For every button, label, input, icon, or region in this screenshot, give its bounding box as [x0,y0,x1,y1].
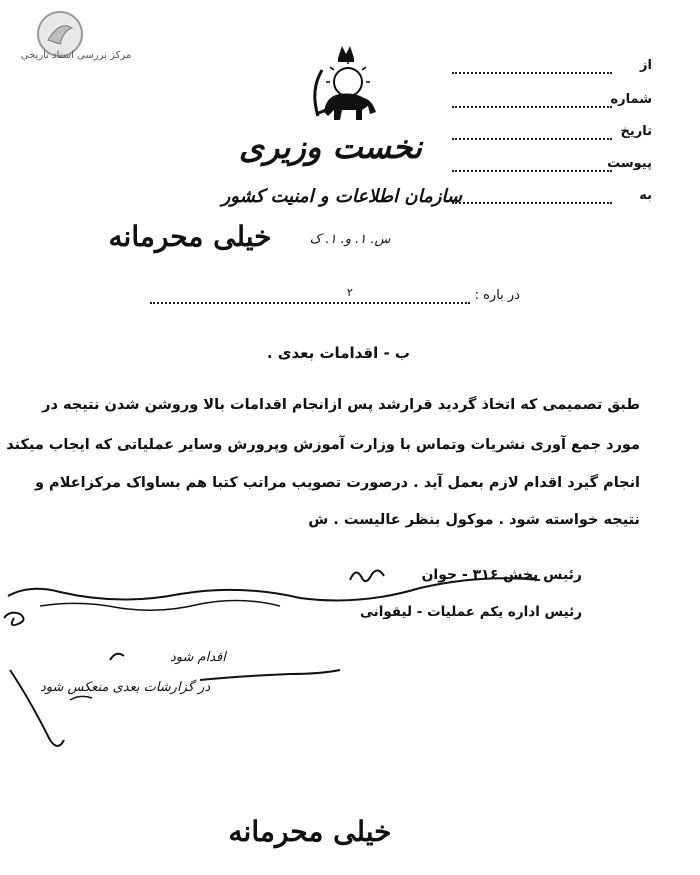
dotted-line [452,170,612,172]
handwritten-note-action: اقدام شود [170,650,226,665]
dotted-line [150,302,470,304]
office-title: نخست وزیری [238,128,422,166]
dotted-line [452,72,612,74]
subject-number: ۲ [347,286,353,299]
archive-name: مرکز بررسی اسناد تاریخی [20,50,132,61]
field-to [452,188,652,208]
body-line: طبق تصمیمی که اتخاذ گردید قرارشد پس ازانجام اقدامات بالا وروشن شدن نتیجه در [42,397,640,413]
classification-stamp-bottom: خیلی محرمانه [228,815,392,848]
field-label: از [640,58,652,73]
body-line: انجام گیرد اقدام لازم بعمل آید . درصورت تصویب مراتب کتبا هم بساواک مرکزاعلام و [35,475,640,491]
lion-and-sun-emblem-icon [296,40,396,135]
subject-label: در باره : [474,288,520,303]
dotted-line [452,202,612,204]
dotted-line [452,138,612,140]
reference-code: س. ۱. و. ۱. ک [309,232,391,247]
field-label: پیوست [607,156,652,171]
dotted-line [452,106,612,108]
organization-name: سازمان اطلاعات و امنیت کشور [221,186,462,207]
field-attachment [452,156,652,176]
field-number [452,92,652,112]
body-line: نتیجه خواسته شود . موکول بنظر عالیست . ش [308,512,640,528]
handwritten-signature-icon [0,566,545,636]
section-heading: ب - اقدامات بعدی . [266,344,410,362]
signature-line-section-chief: رئیس بخش ۳۱۶ - جوان [421,567,582,583]
classification-stamp-top: خیلی محرمانه [108,220,272,253]
subject-row [150,288,520,308]
field-label: تاریخ [620,124,652,139]
signature-line-operations-chief: رئیس اداره یکم عملیات - لیقوانی [359,604,582,620]
field-from [452,58,652,78]
field-date [452,124,652,144]
handwritten-note-report: در گزارشات بعدی منعکس شود [40,680,211,695]
body-line: مورد جمع آوری نشریات وتماس با وزارت آموزش وپرورش وسایر عملیاتی که ایجاب میکند [6,437,640,453]
field-label: به [639,188,652,203]
field-label: شماره [610,92,652,107]
